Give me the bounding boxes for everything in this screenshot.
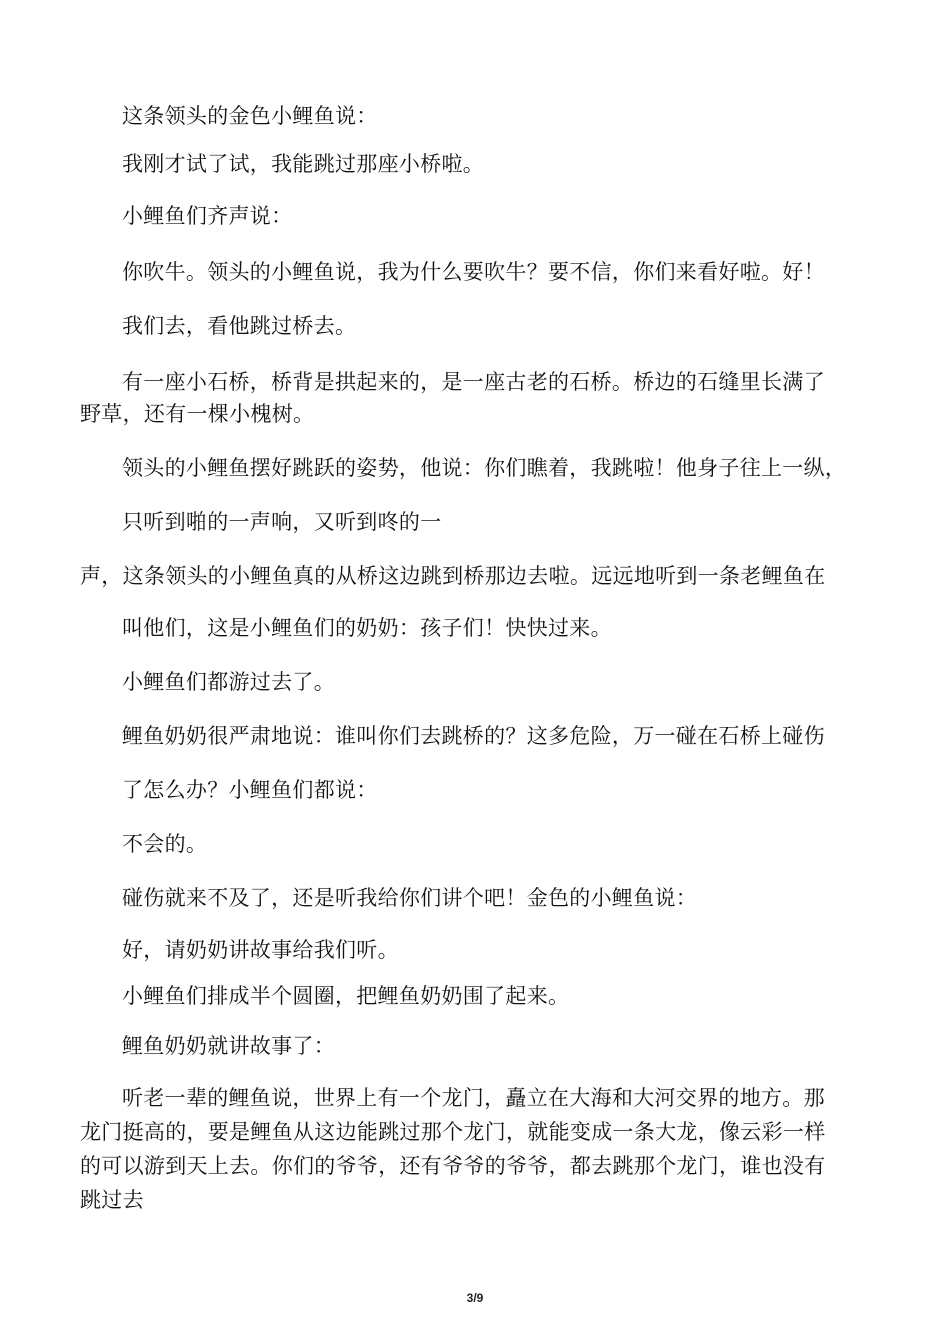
text-line: 不会的。 xyxy=(122,832,208,856)
text-line: 的可以游到天上去。你们的爷爷，还有爷爷的爷爷，都去跳那个龙门，谁也没有 xyxy=(80,1154,826,1178)
text-line: 好，请奶奶讲故事给我们听。 xyxy=(122,938,399,962)
text-line: 跳过去 xyxy=(80,1188,144,1212)
text-line: 听老一辈的鲤鱼说，世界上有一个龙门，矗立在大海和大河交界的地方。那 xyxy=(122,1086,825,1110)
text-line: 有一座小石桥，桥背是拱起来的，是一座古老的石桥。桥边的石缝里长满了 xyxy=(122,370,825,394)
text-line: 领头的小鲤鱼摆好跳跃的姿势，他说：你们瞧着，我跳啦！他身子往上一纵， xyxy=(122,456,847,480)
text-line: 野草，还有一棵小槐树。 xyxy=(80,402,315,426)
text-line: 了怎么办？小鲤鱼们都说： xyxy=(122,778,378,802)
text-line: 碰伤就来不及了，还是听我给你们讲个吧！金色的小鲤鱼说： xyxy=(122,886,698,910)
text-line: 龙门挺高的，要是鲤鱼从这边能跳过那个龙门，就能变成一条大龙，像云彩一样 xyxy=(80,1120,826,1144)
text-line: 我刚才试了试，我能跳过那座小桥啦。 xyxy=(122,152,485,176)
text-line: 鲤鱼奶奶很严肃地说：谁叫你们去跳桥的？这多危险，万一碰在石桥上碰伤 xyxy=(122,724,825,748)
text-line: 叫他们，这是小鲤鱼们的奶奶：孩子们！快快过来。 xyxy=(122,616,612,640)
text-line: 声，这条领头的小鲤鱼真的从桥这边跳到桥那边去啦。远远地听到一条老鲤鱼在 xyxy=(80,564,826,588)
text-line: 鲤鱼奶奶就讲故事了： xyxy=(122,1034,335,1058)
text-line: 小鲤鱼们齐声说： xyxy=(122,204,293,228)
text-line: 小鲤鱼们排成半个圆圈，把鲤鱼奶奶围了起来。 xyxy=(122,984,570,1008)
page-number: 3/9 xyxy=(466,1291,484,1305)
text-line: 我们去，看他跳过桥去。 xyxy=(122,314,357,338)
text-line: 只听到啪的一声响，又听到咚的一 xyxy=(122,510,442,534)
text-line: 你吹牛。领头的小鲤鱼说，我为什么要吹牛？要不信，你们来看好啦。好！ xyxy=(122,260,825,284)
text-line: 这条领头的金色小鲤鱼说： xyxy=(122,104,378,128)
text-line: 小鲤鱼们都游过去了。 xyxy=(122,670,335,694)
